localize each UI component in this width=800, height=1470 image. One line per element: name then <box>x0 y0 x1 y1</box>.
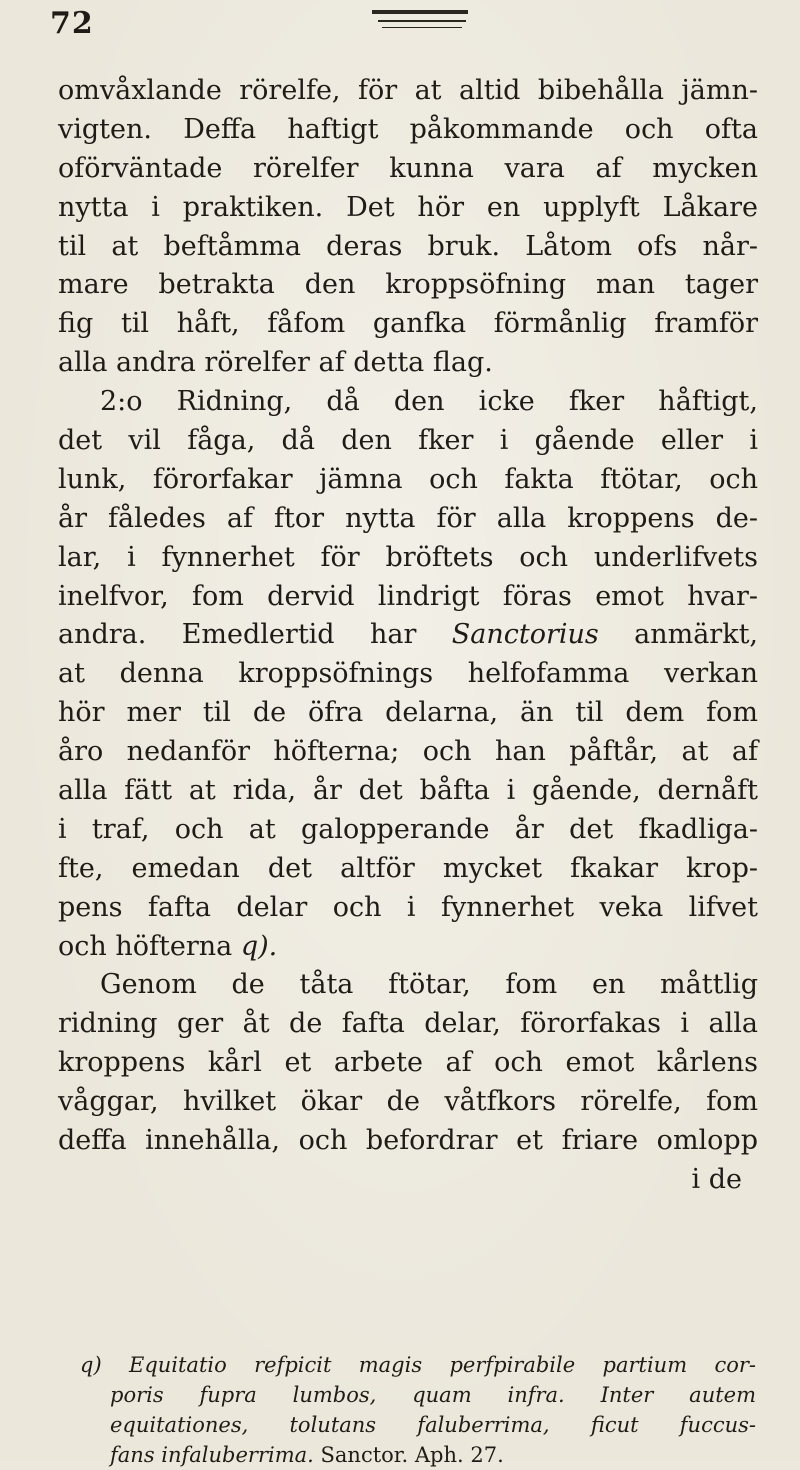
text-line: deffa innehålla, och befordrar et friare omlopp <box>58 1125 758 1157</box>
text-line: 2:o Ridning, då den icke fker håftigt, <box>100 386 758 418</box>
footnote-marker: q) <box>80 1353 102 1377</box>
text-segment: anmärkt, <box>634 619 758 651</box>
catchword: i de <box>691 1163 742 1195</box>
footnote-reference: q). <box>240 930 278 962</box>
text-line: inelfvor, fom dervid lindrigt föras emot hvar- <box>58 580 758 612</box>
text-line: år fåledes af ftor nytta för alla kroppens de- <box>58 502 758 534</box>
footnote-line: equitationes, tolutans faluberrima, ficut fuccus- <box>110 1413 756 1437</box>
text-line: at denna kroppsöfnings helfofamma verkan <box>58 658 758 690</box>
text-line: alla fätt at rida, år det båfta i gående, dernåft <box>58 775 758 807</box>
text-line: oförväntade rörelfer kunna vara af mycken <box>58 152 758 184</box>
text-line: lar, i fynnerhet för bröftets och underlifvets <box>58 541 758 573</box>
text-line: til at beftåmma deras bruk. Låtom ofs når- <box>58 230 758 262</box>
text-line: vigten. Deffa haftigt påkommande och ofta <box>58 113 758 145</box>
text-line: kroppens kårl et arbete af och emot kårlens <box>58 1047 758 1079</box>
header-ornament-rule-thinner <box>382 27 462 28</box>
text-line: ridning ger åt de fafta delar, förorfakas i alla <box>58 1008 758 1040</box>
text-line: det vil fåga, då den fker i gående eller i <box>58 425 758 457</box>
text-line-with-author <box>58 616 758 655</box>
text-line-with-footnote-ref <box>58 928 758 967</box>
text-line: fig til håft, fåfom ganfka förmånlig framför <box>58 308 758 340</box>
text-line: Genom de tåta ftötar, fom en måttlig <box>100 969 758 1001</box>
footnote-line: poris fupra lumbos, quam infra. Inter autem <box>110 1383 756 1407</box>
text-line: nytta i praktiken. Det hör en upplyft Låkare <box>58 191 758 223</box>
text-line: åro nedanför höfterna; och han påftår, at af <box>58 736 758 768</box>
text-line: våggar, hvilket ökar de våtfkors rörelfe, fom <box>58 1086 758 1118</box>
text-line: hör mer til de öfra delarna, än til dem fom <box>58 697 758 729</box>
text-segment: och höfterna <box>58 930 233 962</box>
header-ornament-rule <box>372 10 468 14</box>
footnote-citation: Sanctor. Aph. 27. <box>320 1443 504 1467</box>
text-line: lunk, förorfakar jämna och fakta ftötar, och <box>58 463 758 495</box>
footnote-line <box>80 1350 756 1380</box>
footnote <box>80 1350 756 1470</box>
body-text <box>58 72 758 1200</box>
text-line: i traf, och at galopperande år det fkadliga- <box>58 813 758 845</box>
author-name: Sanctorius <box>451 619 599 651</box>
text-line: mare betrakta den kroppsöfning man tager <box>58 269 758 301</box>
page-number: 72 <box>50 6 94 41</box>
text-line: alla andra rörelfer af detta flag. <box>58 347 493 379</box>
text-segment: andra. Emedlertid har <box>58 619 417 651</box>
footnote-text: Equitatio refpicit magis perfpirabile partium cor- <box>128 1353 756 1377</box>
text-line: omvåxlande rörelfe, för at altid bibehålla jämn- <box>58 75 758 106</box>
text-line: pens fafta delar och i fynnerhet veka lifvet <box>58 891 758 923</box>
header-ornament-rule-thin <box>378 20 466 22</box>
footnote-text: fans infaluberrima. <box>110 1443 314 1467</box>
footnote-line <box>80 1440 756 1470</box>
text-line: fte, emedan det altför mycket fkakar krop- <box>58 852 758 884</box>
